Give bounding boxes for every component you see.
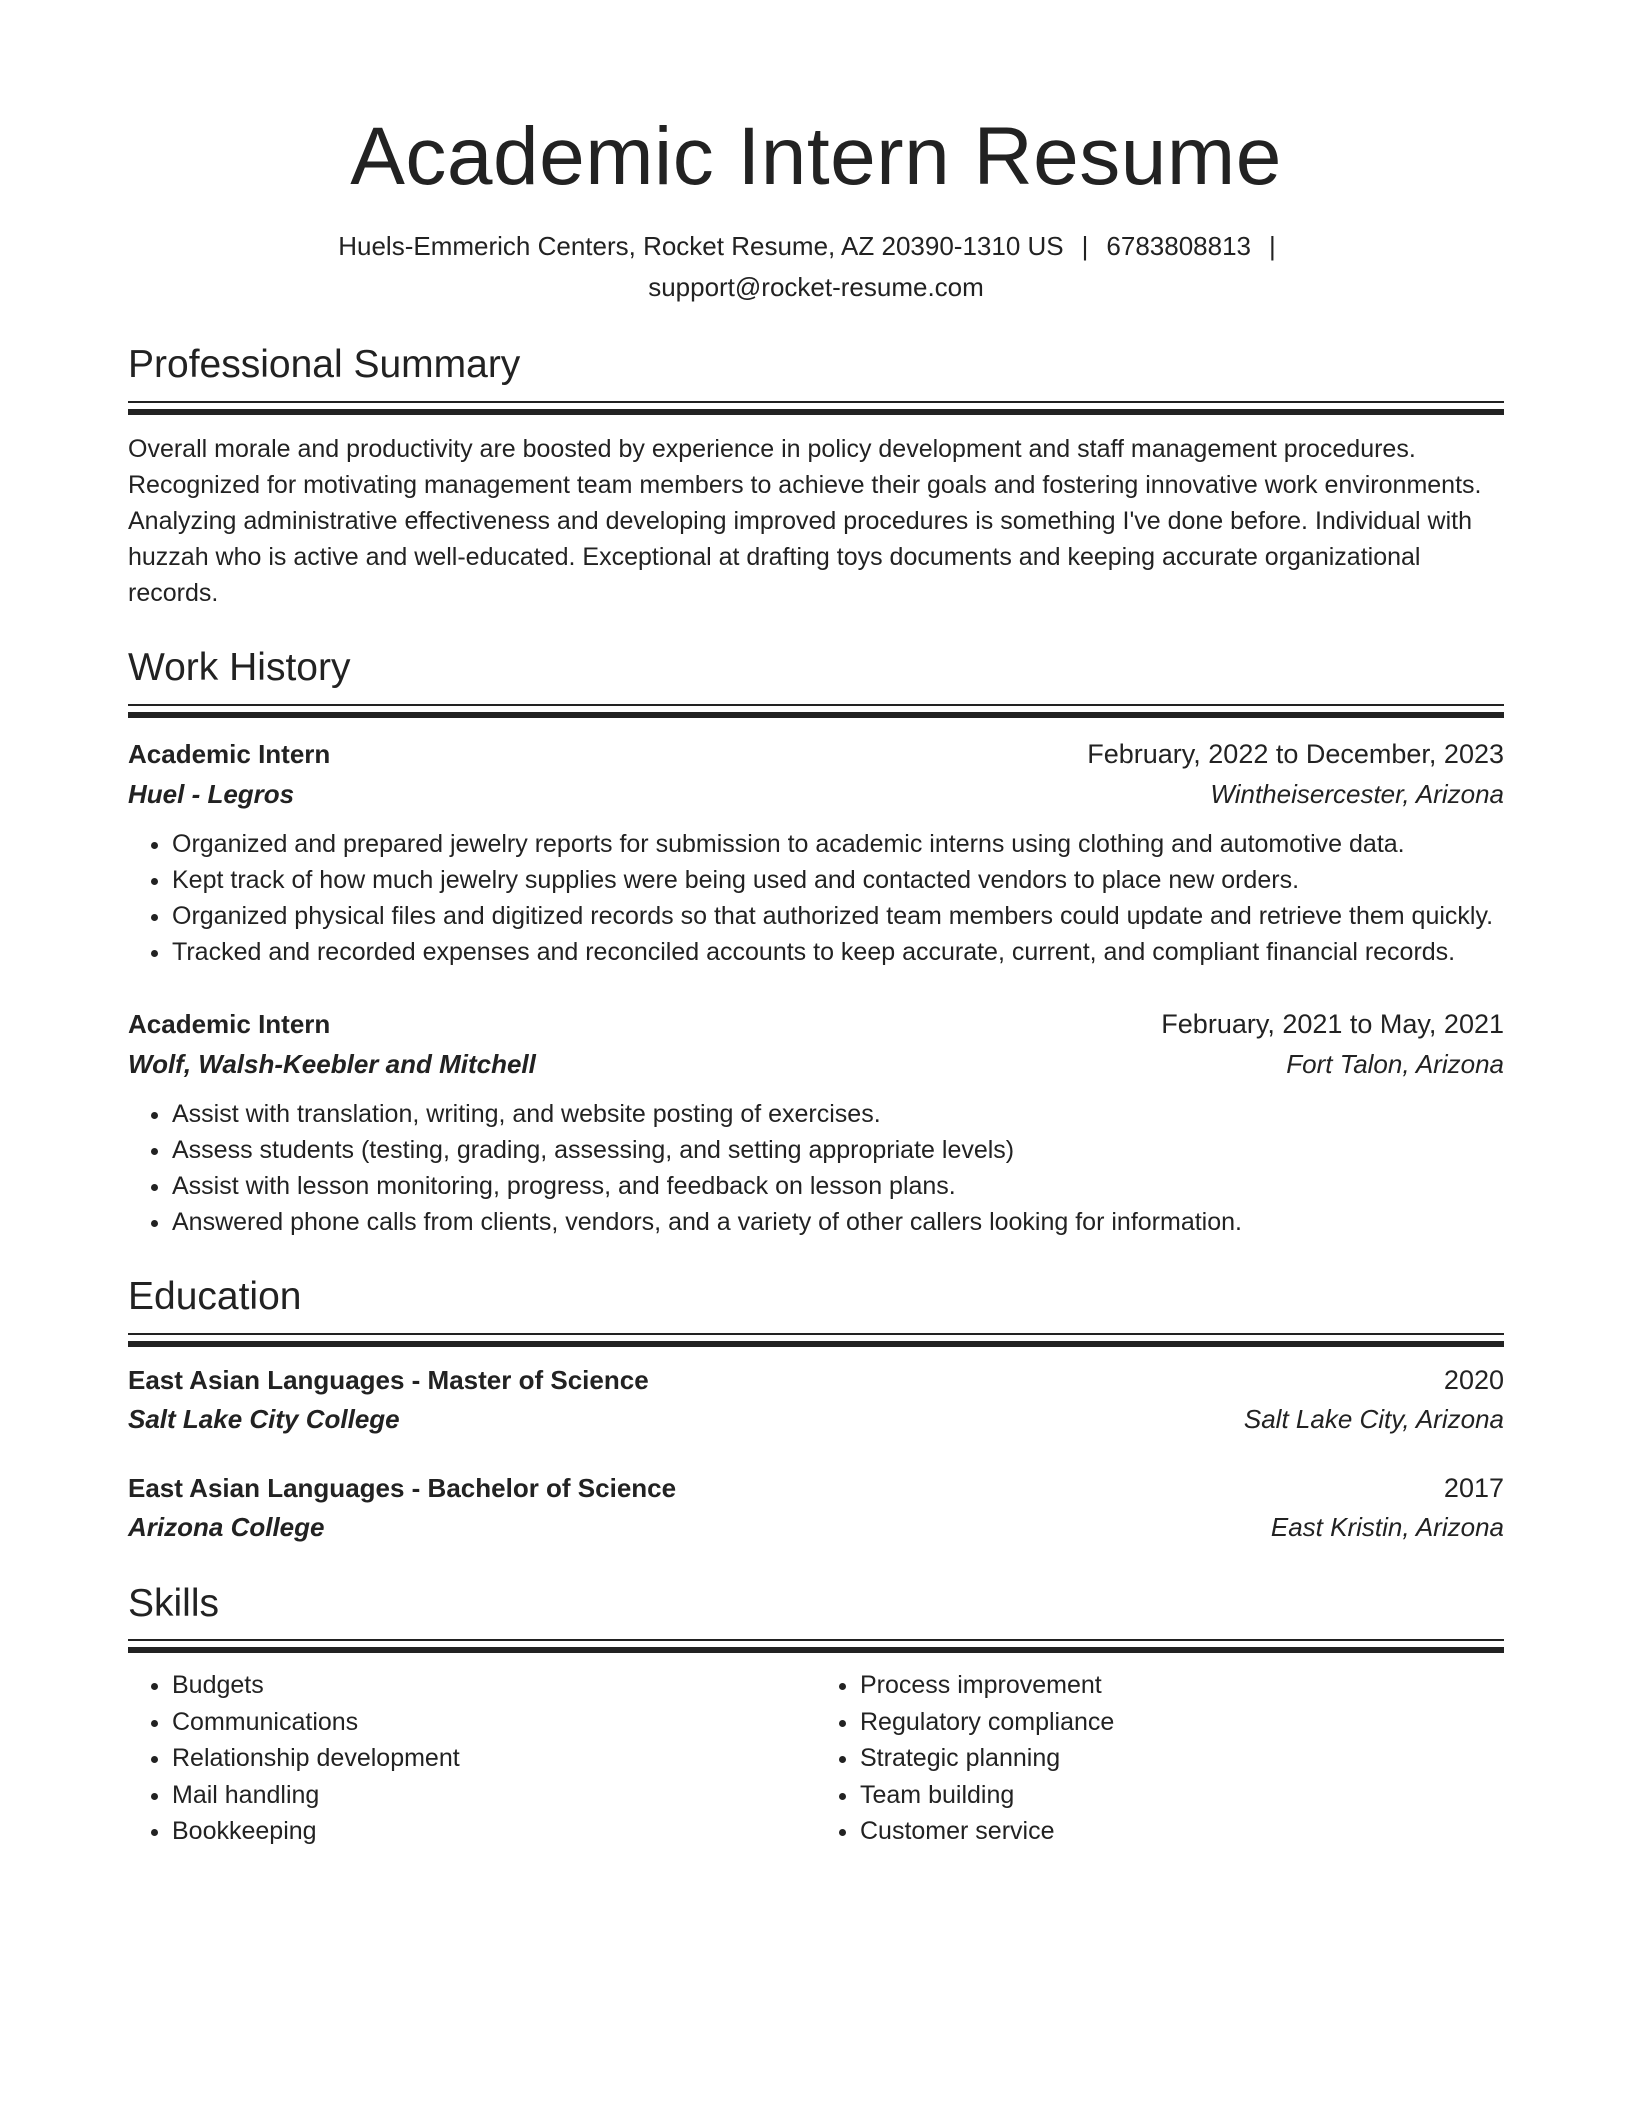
education-entry (128, 1361, 1504, 1439)
contact-line-2 (128, 267, 1504, 308)
school-location: East Kristin, Arizona (1270, 1511, 1504, 1542)
list-item: • Assist with translation, writing, and website posting of exercises. (172, 1096, 1504, 1132)
school-name: Salt Lake City College (128, 1403, 400, 1434)
job-location: Wintheisercester, Arizona (1210, 778, 1504, 809)
contact-address: Huels-Emmerich Centers, Rocket Resume, AZ 20390-1310 US (338, 231, 1064, 262)
section-heading: Work History (128, 646, 351, 690)
degree-name: East Asian Languages - Bachelor of Science (128, 1472, 677, 1503)
skill-item: • Communications (172, 1704, 816, 1741)
skill-item: • Relationship development (172, 1740, 816, 1777)
contact-line-1 (128, 226, 1504, 267)
list-item: • Kept track of how much jewelry supplies were being used and contacted vendors to place new orders. (172, 862, 1504, 898)
section-heading: Professional Summary (128, 343, 521, 387)
summary-text: Overall morale and productivity are boosted by experience in policy development and staff management procedures. Recognized for motivating management team members to achieve their goals and fostering innovative work environments. Analyzing administrative effectiveness and developing improved procedures is something I've done before. Individual with huzzah who is active and well-educated. Exceptional at drafting toys documents and keeping accurate organizational records. (128, 435, 1482, 608)
work-history-section (128, 645, 1504, 1240)
summary-section (128, 342, 1504, 611)
skill-item: • Bookkeeping (172, 1813, 816, 1850)
graduation-year: 2020 (1443, 1364, 1504, 1395)
contact-info (128, 226, 1504, 308)
skill-item: • Strategic planning (860, 1740, 1504, 1777)
skill-item: • Mail handling (172, 1777, 816, 1814)
company-name: Huel - Legros (128, 778, 295, 809)
degree-name: East Asian Languages - Master of Science (128, 1364, 649, 1395)
job-location: Fort Talon, Arizona (1286, 1048, 1504, 1079)
skill-item: • Process improvement (860, 1667, 1504, 1704)
contact-phone: 6783808813 (1106, 231, 1252, 262)
job-title: Academic Intern (128, 738, 331, 769)
skills-column-right (816, 1667, 1504, 1850)
list-item: • Organized physical files and digitized records so that authorized team members could update and retrieve them quickly. (172, 898, 1504, 934)
job-duties-list (128, 826, 1504, 970)
contact-separator: | (1269, 231, 1276, 262)
company-name: Wolf, Walsh-Keebler and Mitchell (128, 1048, 536, 1079)
skills-grid (128, 1667, 1504, 1850)
job-entry (128, 1004, 1504, 1240)
list-item: • Tracked and recorded expenses and reconciled accounts to keep accurate, current, and compliant financial records. (172, 934, 1504, 970)
skill-item: • Team building (860, 1777, 1504, 1814)
skills-section (128, 1581, 1504, 1850)
skill-item: • Customer service (860, 1813, 1504, 1850)
job-title: Academic Intern (128, 1008, 331, 1039)
job-entry (128, 734, 1504, 970)
education-section (128, 1274, 1504, 1547)
contact-email: support@rocket-resume.com (648, 272, 984, 303)
school-location: Salt Lake City, Arizona (1243, 1403, 1504, 1434)
skill-item: • Budgets (172, 1667, 816, 1704)
list-item: • Assist with lesson monitoring, progress, and feedback on lesson plans. (172, 1168, 1504, 1204)
section-heading: Skills (128, 1581, 220, 1625)
graduation-year: 2017 (1443, 1472, 1504, 1503)
section-divider (128, 1341, 1504, 1347)
document-title: Academic Intern Resume (350, 111, 1282, 202)
skill-item: • Regulatory compliance (860, 1704, 1504, 1741)
list-item: • Assess students (testing, grading, assessing, and setting appropriate levels) (172, 1132, 1504, 1168)
section-divider (128, 409, 1504, 415)
job-dates: February, 2021 to May, 2021 (1161, 1008, 1504, 1039)
contact-separator: | (1081, 231, 1089, 262)
section-divider (128, 712, 1504, 718)
skills-column-left (128, 1667, 816, 1850)
list-item: • Answered phone calls from clients, vendors, and a variety of other callers looking for information. (172, 1204, 1504, 1240)
list-item: • Organized and prepared jewelry reports for submission to academic interns using clothing and automotive data. (172, 826, 1504, 862)
education-entry (128, 1469, 1504, 1547)
job-duties-list (128, 1096, 1504, 1240)
section-divider (128, 1647, 1504, 1653)
section-heading: Education (128, 1274, 302, 1318)
job-dates: February, 2022 to December, 2023 (1087, 738, 1504, 769)
school-name: Arizona College (128, 1511, 325, 1542)
